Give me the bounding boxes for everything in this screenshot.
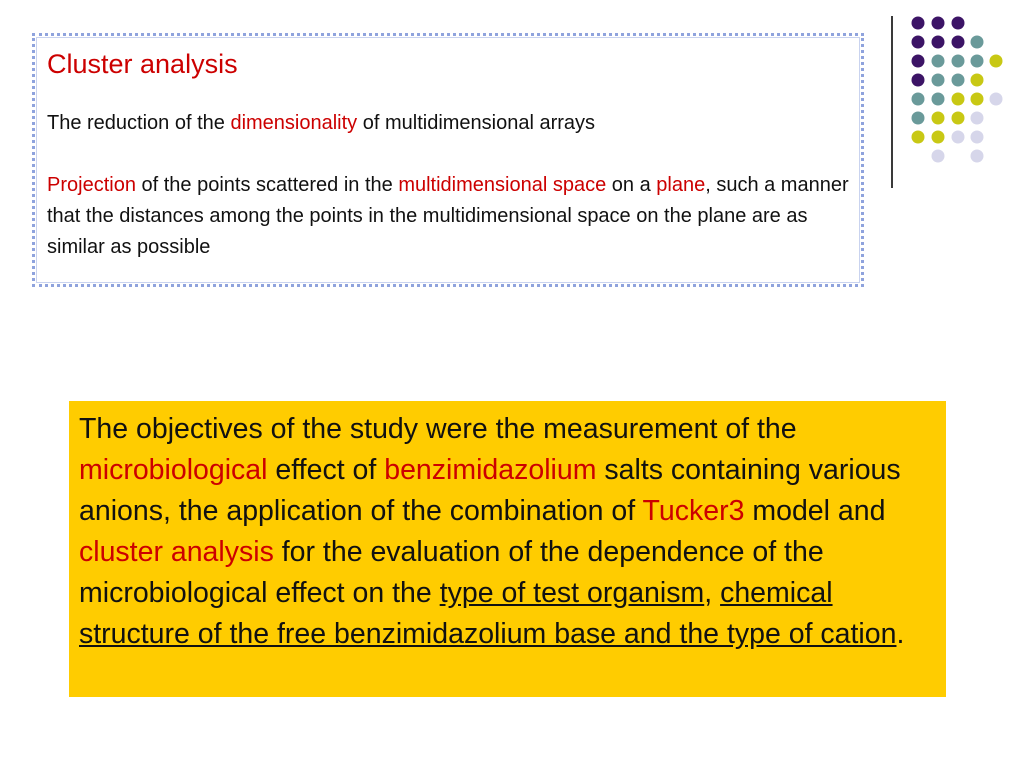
text-segment: effect of [267,454,385,486]
text-segment: of the points scattered in the [135,174,399,196]
dot [912,17,925,30]
dot [932,131,945,144]
highlight-plane: plane [656,174,706,196]
dot [932,36,945,49]
dot [971,36,984,49]
dot [971,93,984,106]
text-segment: The objectives of the study were the measurement of the [79,413,797,445]
dot [932,55,945,68]
dot [952,55,965,68]
dot [912,74,925,87]
dot [912,36,925,49]
dot [952,131,965,144]
dot [971,74,984,87]
dot [912,93,925,106]
dot [932,17,945,30]
dot [932,150,945,163]
dot [912,131,925,144]
dot [971,112,984,125]
dot [952,93,965,106]
dot [932,93,945,106]
text-segment: of multidimensional arrays [357,112,596,134]
text-segment: , such a manner that the distances among the points in the multidimensional space on the plane are as similar as possible [47,174,849,258]
dot [932,74,945,87]
dot [990,55,1003,68]
highlight-dimensionality: dimensionality [230,112,358,134]
dot [971,131,984,144]
dot [990,93,1003,106]
dot [912,112,925,125]
text-segment: for the evaluation of the dependence of the microbiological effect on the [79,536,824,609]
highlight-projection: Projection [47,174,136,196]
objectives-paragraph [79,409,938,655]
cluster-analysis-box [32,33,864,287]
text-segment: salts containing various anions, the application of the combination of [79,454,901,527]
text-segment: The reduction of the [47,112,231,134]
box-title: Cluster analysis [47,49,238,79]
dot [952,17,965,30]
underlined-test-organism: type of test organism [439,577,705,609]
projection-paragraph [47,170,849,263]
dot [952,112,965,125]
text-segment: , [704,577,721,609]
text-segment: model and [744,495,886,527]
paragraph-gap [47,139,849,170]
text-segment: . [896,618,905,650]
dot [952,74,965,87]
objectives-box [69,401,946,697]
dot [932,112,945,125]
highlight-cluster-analysis: cluster analysis [79,536,274,568]
dot [971,55,984,68]
highlight-tucker3: Tucker3 [642,495,745,527]
dot [952,36,965,49]
reduction-line [47,108,849,139]
highlight-multidimensional-space: multidimensional space [398,174,607,196]
vertical-divider [891,16,893,188]
dot [912,55,925,68]
highlight-microbiological: microbiological [79,454,268,486]
text-segment: on a [606,174,657,196]
dot [971,150,984,163]
underlined-chemical-structure: chemical structure of the free benzimidazolium base and the type of cation [79,577,897,650]
highlight-benzimidazolium: benzimidazolium [384,454,597,486]
